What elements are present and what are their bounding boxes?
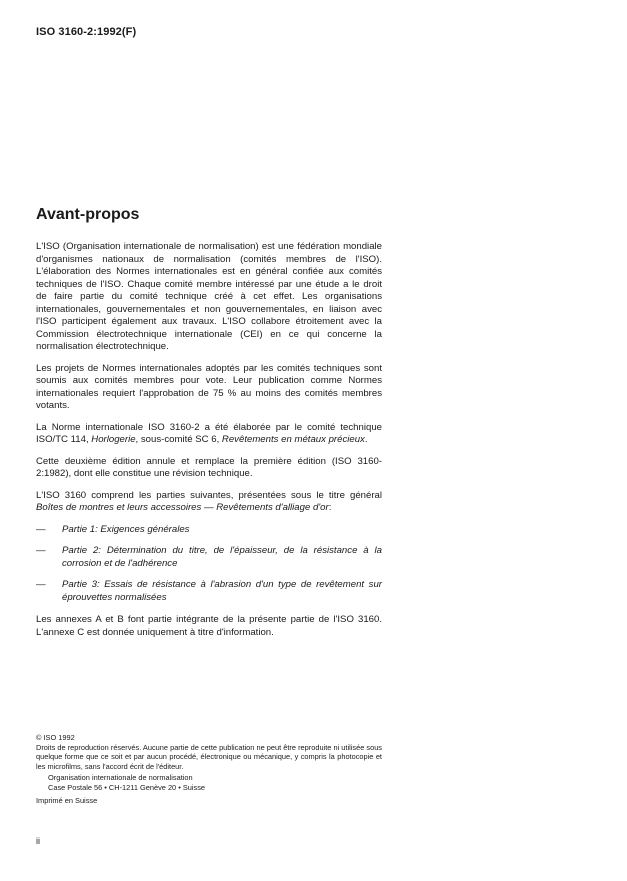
- parts-intro-text: L'ISO 3160 comprend les parties suivantes, présentées sous le titre général: [36, 489, 382, 501]
- dash-marker: —: [36, 579, 46, 590]
- list-item: [36, 545, 382, 570]
- paragraph-annexes: Les annexes A et B font partie intégrante de la présente partie de l'ISO 3160. L'annexe C est donnée uniquement à titre d'information.: [36, 614, 382, 638]
- section-title: Avant-propos: [36, 206, 140, 223]
- printed-in: Imprimé en Suisse: [36, 795, 98, 805]
- part-2-title: Partie 2: Détermination du titre, de l'épaisseur, de la résistance à la corrosion et de l'adhérence: [62, 545, 382, 569]
- dash-marker: —: [36, 545, 46, 556]
- dash-marker: —: [36, 523, 46, 535]
- part-3-title: Partie 3: Essais de résistance à l'abrasion d'un type de revêtement sur éprouvettes normalisées: [62, 579, 382, 603]
- part-1-title: Partie 1: Exigences générales: [62, 523, 190, 535]
- paragraph-parts-intro: [36, 490, 382, 515]
- parts-list: [36, 524, 382, 605]
- tc-end: .: [364, 434, 368, 445]
- list-item: [36, 579, 382, 604]
- publisher-address: [48, 773, 382, 792]
- page-number: ii: [36, 836, 40, 846]
- tc-name: Horlogerie: [91, 434, 136, 445]
- paragraph-draft-standards: Les projets de Normes internationales adoptés par les comités techniques sont soumis aux comités membres pour vote. Leur publication comme Normes internationales requiert l'approbation de 75 % au moins des comités membres votants.: [36, 362, 382, 411]
- paragraph-technical-committee: [36, 422, 382, 447]
- parts-intro-colon: :: [328, 502, 332, 513]
- postal-address: Case Postale 56 • CH-1211 Genève 20 • Suisse: [48, 782, 206, 792]
- rights-notice: Droits de reproduction réservés. Aucune partie de cette publication ne peut être reproduite ni utilisée sous quelque forme que ce soit et par aucun procédé, électronique ou mécanique, y compris la photocopie et les microfilms, sans l'accord écrit de l'éditeur.: [36, 742, 382, 771]
- general-title: Boîtes de montres et leurs accessoires — Revêtements d'alliage d'or: [36, 502, 329, 513]
- copyright-line: © ISO 1992: [36, 733, 75, 742]
- paragraph-iso-intro: L'ISO (Organisation internationale de normalisation) est une fédération mondiale d'organismes nationaux de normalisation (comités membres de l'ISO). L'élaboration des Normes internationales est en général confiée aux comités techniques de l'ISO. Chaque comité membre intéressé par une étude a le droit de faire partie du comité technique créé à cet effet. Les organisations internationales, gouvernementales et non gouvernementales, en liaison avec l'ISO participent également aux travaux. L'ISO collabore étroitement avec la Commission électrotechnique internationale (CEI) en ce qui concerne la normalisation électrotechnique.: [36, 241, 382, 352]
- sc-text: , sous-comité SC 6,: [135, 434, 222, 445]
- tc-text: La Norme internationale ISO 3160-2 a été élaborée par le comité technique ISO/TC 114,: [36, 421, 382, 445]
- paragraph-edition: Cette deuxième édition annule et remplace la première édition (ISO 3160-2:1982), dont elle constitue une révision technique.: [36, 455, 382, 479]
- document-identifier: ISO 3160-2:1992(F): [36, 26, 137, 38]
- foreword-body: [36, 241, 382, 648]
- organisation-name: Organisation internationale de normalisation: [48, 773, 193, 783]
- list-item: [36, 524, 382, 537]
- sc-name: Revêtements en métaux précieux: [221, 434, 365, 445]
- copyright-block: [36, 733, 382, 805]
